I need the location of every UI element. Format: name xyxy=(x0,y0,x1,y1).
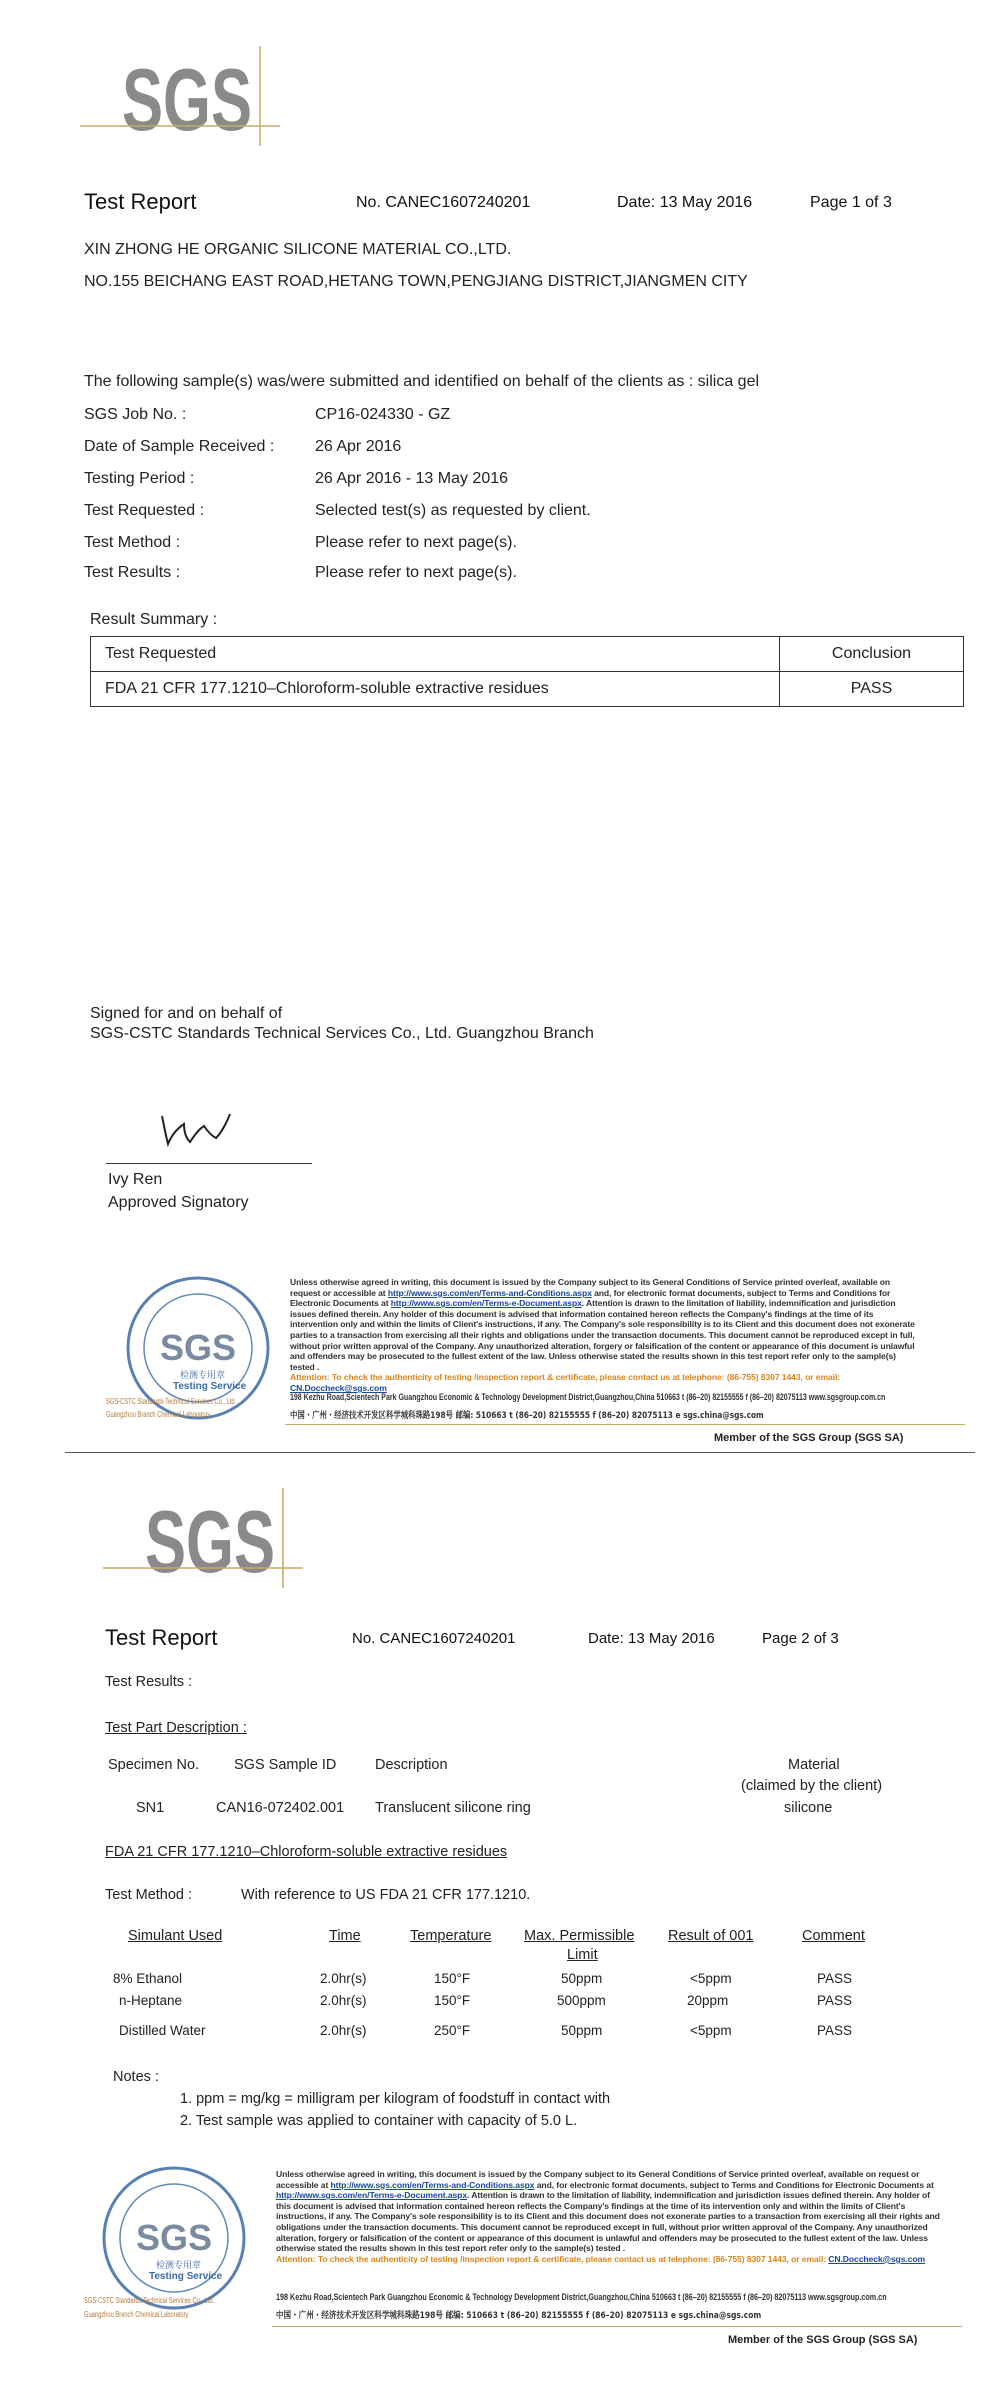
summary-label: Result Summary : xyxy=(90,611,218,628)
header-description: Description xyxy=(375,1757,448,1773)
doccheck-email-link[interactable]: CN.Doccheck@sgs.com xyxy=(828,2253,926,2264)
cell-time: 2.0hr(s) xyxy=(320,2023,367,2038)
doccheck-email-link[interactable]: CN.Doccheck@sgs.com xyxy=(290,1382,387,1393)
seal-left-text-1: SGS-CSTC Standards Technical Services Co., Ltd. xyxy=(84,2296,215,2305)
summary-row xyxy=(91,672,964,707)
field-value: 26 Apr 2016 xyxy=(315,438,402,455)
signed-line-2: SGS-CSTC Standards Technical Services Co., Ltd. Guangzhou Branch xyxy=(90,1025,594,1042)
page-number: Page 1 of 3 xyxy=(810,194,892,211)
sample-material: silicone xyxy=(784,1800,833,1816)
cell-simulant: n-Heptane xyxy=(119,1993,183,2008)
header-temperature: Temperature xyxy=(410,1928,492,1944)
seal-subtitle-en: Testing Service xyxy=(173,1381,247,1392)
header-result: Result of 001 xyxy=(668,1928,754,1944)
header-comment: Comment xyxy=(802,1928,865,1944)
test-results-label: Test Results : xyxy=(105,1674,193,1690)
intro-text: The following sample(s) was/were submitted and identified on behalf of the clients as : silica gel xyxy=(84,373,760,390)
header-material: Material xyxy=(788,1757,840,1773)
field-value: Please refer to next page(s). xyxy=(315,564,517,581)
signatory-title: Approved Signatory xyxy=(108,1194,249,1211)
cell-comment: PASS xyxy=(817,1971,853,1986)
report-page-2 xyxy=(0,1460,1000,2400)
header-limit-2: Limit xyxy=(567,1947,598,1963)
sgs-member-note: Member of the SGS Group (SGS SA) xyxy=(728,2334,918,2346)
sample-id: CAN16-072402.001 xyxy=(216,1800,345,1816)
footer-address-cn: 中国・广州・经济技术开发区科学城科珠路198号 邮编: 510663 t (86–20) 82155555 f (86–20) 82075113 e sgs.china@sgs.com xyxy=(276,2311,762,2321)
field-label: Test Requested : xyxy=(84,502,205,519)
seal-left-text-2: Guangzhou Branch Chemical Laboratory xyxy=(84,2310,189,2319)
signatory-name: Ivy Ren xyxy=(108,1171,163,1188)
header-simulant: Simulant Used xyxy=(128,1928,223,1944)
client-address: NO.155 BEICHANG EAST ROAD,HETANG TOWN,PENGJIANG DISTRICT,JIANGMEN CITY xyxy=(84,273,748,290)
sgs-member-note: Member of the SGS Group (SGS SA) xyxy=(714,1432,904,1444)
footer-address-en: 198 Kezhu Road,Scientech Park Guangzhou Economic & Technology Development District,Guangzhou,China 510663 t (86–20) 82155555 f (86–20) 82075113 www.sgsgroup.com.cn xyxy=(276,2292,887,2302)
cell-simulant: Distilled Water xyxy=(119,2023,206,2038)
disclaimer-text: Unless otherwise agreed in writing, this document is issued by the Company subject to its General Conditions of Service printed overleaf, available on request or accessible at http://www.sgs.com/en/Terms-and-Conditions.aspx and, for electronic format documents, subject to Terms and Conditions for Electronic Documents at http://www.sgs.com/en/Terms-e-Document.aspx. Attention is drawn to the limitation of liability, indemnification and jurisdiction issues defined therein. Any holder of this document is advised that information contained hereon reflects the Company's findings at the time of its intervention only and within the limits of Client's instructions, if any. The Company's sole responsibility is to its Client and this document does not exonerate parties to a transaction from exercising all their rights and obligations under the transaction documents. This document cannot be reproduced except in full, without prior written approval of the Company. Any unauthorized alteration, forgery or falsification of the content or appearance of this document is unlawful and offenders may be prosecuted to the fullest extent of the law. Unless otherwise stated the results shown in this test report refer only to the sample(s) tested . Attention: To check the authenticity of testing /inspection report & certificate, please contact us at telephone: (86-755) 8307 1443, or email: CN.Doccheck@sgs.com xyxy=(276,2169,940,2264)
signature-line xyxy=(106,1163,312,1164)
page-separator xyxy=(65,1452,975,1453)
e-document-link[interactable]: http://www.sgs.com/en/Terms-e-Document.aspx xyxy=(390,1298,582,1309)
field-value: CP16-024330 - GZ xyxy=(315,406,451,423)
header-time: Time xyxy=(329,1928,361,1944)
field-label: Test Results : xyxy=(84,564,181,581)
sgs-logo xyxy=(80,38,280,148)
svg-text:SGS: SGS xyxy=(122,50,252,149)
report-date: Date: 13 May 2016 xyxy=(617,194,753,211)
footer-address-cn: 中国・广州・经济技术开发区科学城科珠路198号 邮编: 510663 t (86–20) 82155555 f (86–20) 82075113 e sgs.china@sgs.com xyxy=(290,1411,764,1421)
section-title: FDA 21 CFR 177.1210–Chloroform-soluble extractive residues xyxy=(105,1844,508,1860)
header-limit: Max. Permissible xyxy=(524,1928,635,1944)
svg-text:SGS: SGS xyxy=(159,1327,237,1368)
seal-left-text-1: SGS-CSTC Standards Technical Services Co., Ltd. xyxy=(106,1397,237,1406)
cell-result: 20ppm xyxy=(687,1993,729,2008)
header-sample-id: SGS Sample ID xyxy=(234,1757,337,1773)
sgs-logo xyxy=(103,1480,303,1590)
cell-temperature: 150°F xyxy=(434,1993,471,2008)
report-number: No. CANEC1607240201 xyxy=(356,194,531,211)
footer-divider xyxy=(272,2326,962,2327)
cell-time: 2.0hr(s) xyxy=(320,1993,367,2008)
terms-link[interactable]: http://www.sgs.com/en/Terms-and-Conditions.aspx xyxy=(387,1287,592,1298)
notes-label: Notes : xyxy=(113,2069,159,2085)
header-material-note: (claimed by the client) xyxy=(741,1778,883,1794)
test-method-value: With reference to US FDA 21 CFR 177.1210. xyxy=(241,1887,531,1903)
signed-line-1: Signed for and on behalf of xyxy=(90,1005,283,1022)
seal-subtitle-cn: 检测专用章 xyxy=(180,1371,226,1381)
terms-link[interactable]: http://www.sgs.com/en/Terms-and-Conditions.aspx xyxy=(330,2179,535,2190)
footer-address-en: 198 Kezhu Road,Scientech Park Guangzhou Economic & Technology Development District,Guangzhou,China 510663 t (86–20) 82155555 f (86–20) 82075113 www.sgsgroup.com.cn xyxy=(290,1392,886,1402)
report-date: Date: 13 May 2016 xyxy=(588,1630,715,1647)
e-document-link[interactable]: http://www.sgs.com/en/Terms-e-Document.aspx xyxy=(276,2190,468,2201)
client-company: XIN ZHONG HE ORGANIC SILICONE MATERIAL CO.,LTD. xyxy=(84,241,512,258)
report-number: No. CANEC1607240201 xyxy=(352,1630,516,1647)
summary-header-row xyxy=(91,637,964,672)
note-2: 2. Test sample was applied to container with capacity of 5.0 L. xyxy=(180,2113,578,2129)
svg-text:SGS: SGS xyxy=(135,2217,213,2258)
summary-table xyxy=(90,636,964,707)
field-value: 26 Apr 2016 - 13 May 2016 xyxy=(315,470,509,487)
part-description-label: Test Part Description : xyxy=(105,1720,247,1736)
summary-header-test: Test Requested xyxy=(91,637,780,672)
cell-temperature: 250°F xyxy=(434,2023,471,2038)
signature-image xyxy=(150,1110,240,1165)
sample-description: Translucent silicone ring xyxy=(375,1800,531,1816)
test-method-label: Test Method : xyxy=(105,1887,193,1903)
cell-limit: 50ppm xyxy=(561,2023,603,2038)
seal-subtitle-cn: 检测专用章 xyxy=(156,2261,202,2271)
field-label: SGS Job No. : xyxy=(84,406,187,423)
summary-test: FDA 21 CFR 177.1210–Chloroform-soluble extractive residues xyxy=(91,672,780,707)
cell-limit: 50ppm xyxy=(561,1971,603,1986)
field-label: Date of Sample Received : xyxy=(84,438,275,455)
header-specimen: Specimen No. xyxy=(108,1757,200,1773)
field-value: Please refer to next page(s). xyxy=(315,534,517,551)
svg-text:SGS: SGS xyxy=(145,1492,275,1591)
cell-result: <5ppm xyxy=(690,2023,732,2038)
field-label: Test Method : xyxy=(84,534,181,551)
seal-subtitle-en: Testing Service xyxy=(149,2271,223,2282)
report-title: Test Report xyxy=(105,1625,218,1650)
cell-comment: PASS xyxy=(817,1993,853,2008)
cell-simulant: 8% Ethanol xyxy=(113,1971,183,1986)
summary-conclusion: PASS xyxy=(780,672,964,707)
cell-result: <5ppm xyxy=(690,1971,732,1986)
summary-header-conclusion: Conclusion xyxy=(780,637,964,672)
seal-left-text-2: Guangzhou Branch Chemical Laboratory xyxy=(106,1410,211,1419)
cell-comment: PASS xyxy=(817,2023,853,2038)
disclaimer-text: Unless otherwise agreed in writing, this document is issued by the Company subject to its General Conditions of Service printed overleaf, available on request or accessible at http://www.sgs.com/en/Terms-and-Conditions.aspx and, for electronic format documents, subject to Terms and Conditions for Electronic Documents at http://www.sgs.com/en/Terms-e-Document.aspx. Attention is drawn to the limitation of liability, indemnification and jurisdiction issues defined therein. Any holder of this document is advised that information contained hereon reflects the Company's findings at the time of its intervention only and within the limits of Client's instructions, if any. The Company's sole responsibility is to its Client and this document does not exonerate parties to a transaction from exercising all their rights and obligations under the transaction documents. This document cannot be reproduced except in full, without prior written approval of the Company. Any unauthorized alteration, forgery or falsification of the content or appearance of this document is unlawful and offenders may be prosecuted to the fullest extent of the law. Unless otherwise stated the results shown in this test report refer only to the sample(s) tested . Attention: To check the authenticity of testing /inspection report & certificate, please contact us at telephone: (86-755) 8307 1443, or email: CN.Doccheck@sgs.com xyxy=(290,1277,915,1393)
report-title: Test Report xyxy=(84,189,197,214)
cell-temperature: 150°F xyxy=(434,1971,471,1986)
field-value: Selected test(s) as requested by client. xyxy=(315,502,591,519)
specimen-no: SN1 xyxy=(136,1800,165,1816)
note-1: 1. ppm = mg/kg = milligram per kilogram of foodstuff in contact with xyxy=(180,2091,611,2107)
field-label: Testing Period : xyxy=(84,470,195,487)
page-number: Page 2 of 3 xyxy=(762,1630,839,1647)
footer-divider xyxy=(285,1424,965,1425)
cell-time: 2.0hr(s) xyxy=(320,1971,367,1986)
cell-limit: 500ppm xyxy=(557,1993,606,2008)
